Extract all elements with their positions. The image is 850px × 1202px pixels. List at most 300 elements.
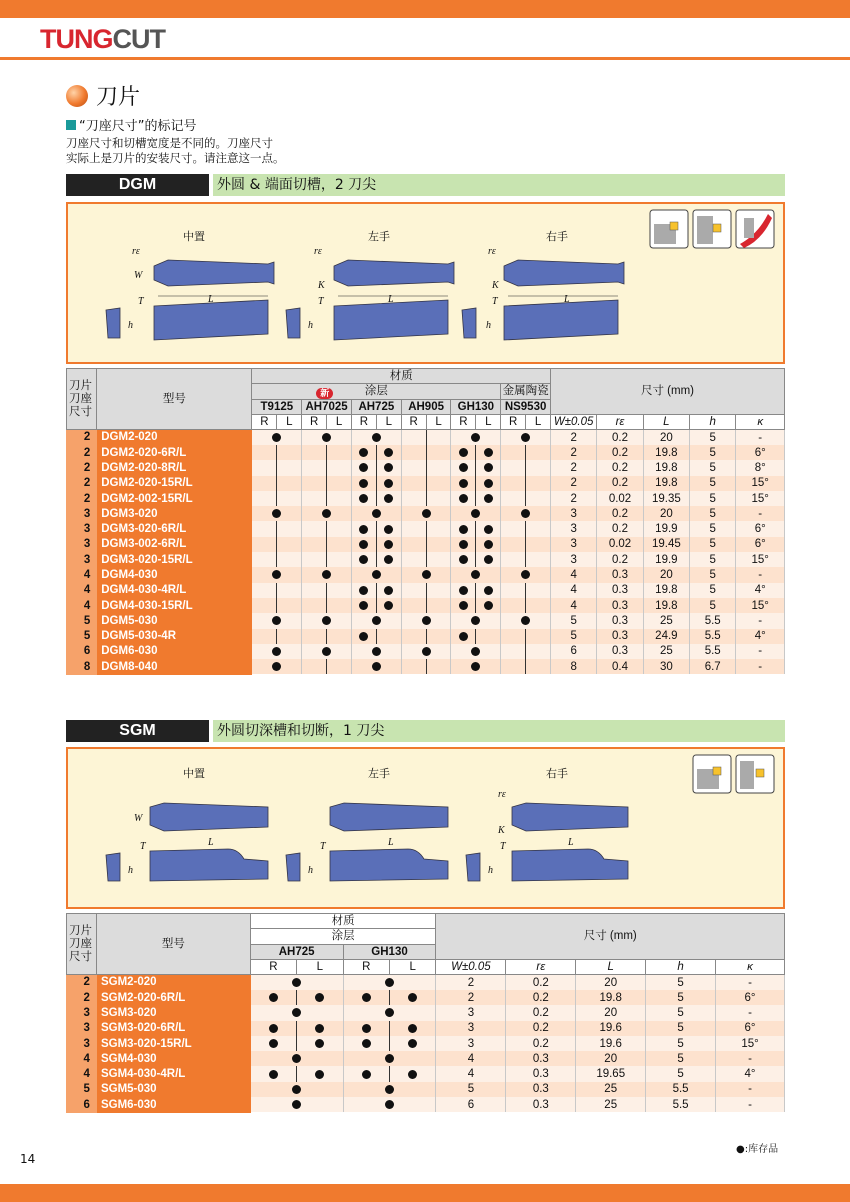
availability-cell — [252, 583, 277, 598]
model-cell: DGM2-020-15R/L — [97, 476, 252, 491]
dim-value-cell: 5.5 — [646, 1082, 716, 1097]
availability-cell — [252, 598, 277, 613]
grade-header: GH130 — [343, 944, 436, 959]
availability-cell — [526, 445, 551, 460]
model-cell: SGM3-020-6R/L — [96, 1021, 250, 1036]
size-cell: 4 — [67, 567, 97, 582]
availability-cell — [426, 598, 451, 613]
availability-cell — [426, 476, 451, 491]
page-title: 刀片 — [66, 80, 140, 111]
availability-cell — [351, 659, 401, 674]
dim-value-cell: 0.2 — [597, 476, 643, 491]
svg-text:h: h — [128, 865, 133, 876]
dim-value-cell: 0.2 — [597, 460, 643, 475]
availability-cell — [451, 491, 476, 506]
stock-dot-icon — [471, 616, 480, 625]
model-cell: SGM2-020 — [96, 975, 250, 990]
availability-cell — [250, 1097, 343, 1112]
dim-value-cell: 5 — [646, 1036, 716, 1051]
dim-value-cell: 8° — [736, 460, 785, 475]
table-row — [67, 567, 785, 582]
l-header: L — [297, 959, 343, 974]
availability-cell — [250, 1005, 343, 1020]
header-rule — [0, 57, 850, 60]
dim-value-cell: 5 — [690, 583, 736, 598]
stock-dot-icon — [315, 1024, 324, 1033]
r-header: R — [343, 959, 389, 974]
availability-cell — [351, 567, 401, 582]
availability-cell — [277, 552, 302, 567]
size-cell: 2 — [67, 430, 97, 445]
stock-dot-icon — [372, 647, 381, 656]
dim-value-cell: 4° — [736, 583, 785, 598]
dim-value-cell: 4 — [436, 1066, 506, 1081]
stock-dot-icon — [459, 555, 468, 564]
stock-dot-icon — [315, 1070, 324, 1079]
availability-cell — [526, 476, 551, 491]
availability-cell — [250, 990, 296, 1005]
dim-value-cell: - — [736, 644, 785, 659]
dim-value-cell: 4 — [436, 1051, 506, 1066]
availability-cell — [250, 1036, 296, 1051]
l-header: L — [426, 414, 451, 429]
stock-dot-icon — [521, 433, 530, 442]
stock-dot-icon — [385, 1100, 394, 1109]
dim-value-cell: 6° — [736, 521, 785, 536]
availability-cell — [297, 1036, 343, 1051]
availability-cell — [327, 476, 352, 491]
stock-dot-icon — [272, 662, 281, 671]
size-cell: 2 — [67, 445, 97, 460]
table-row — [67, 476, 785, 491]
availability-cell — [302, 476, 327, 491]
dim-value-cell: 15° — [736, 552, 785, 567]
table-row — [67, 430, 785, 445]
dim-value-cell: 30 — [643, 659, 689, 674]
stock-dot-icon — [359, 540, 368, 549]
stock-dot-icon — [459, 601, 468, 610]
availability-cell — [343, 1082, 436, 1097]
dim-value-cell: 19.8 — [643, 445, 689, 460]
dim-value-cell: - — [736, 659, 785, 674]
l-header: L — [376, 414, 401, 429]
dim-value-cell: 0.3 — [506, 1097, 576, 1112]
dim-value-cell: 0.3 — [506, 1051, 576, 1066]
availability-cell — [426, 552, 451, 567]
stock-dot-icon — [384, 601, 393, 610]
dim-value-cell: 5 — [690, 537, 736, 552]
stock-dot-icon — [372, 509, 381, 518]
dim-value-cell: - — [716, 1097, 785, 1112]
stock-dot-icon — [384, 540, 393, 549]
availability-cell — [476, 598, 501, 613]
dim-value-cell: 3 — [550, 537, 596, 552]
dim-value-cell: 0.2 — [506, 1021, 576, 1036]
dim-value-cell: 3 — [550, 506, 596, 521]
availability-cell — [327, 598, 352, 613]
dims-header: 尺寸 (mm) — [550, 369, 784, 415]
dim-value-cell: 19.8 — [643, 583, 689, 598]
dim-value-cell: 19.9 — [643, 521, 689, 536]
stock-dot-icon — [459, 448, 468, 457]
availability-cell — [401, 445, 426, 460]
availability-cell — [451, 583, 476, 598]
stock-dot-icon — [385, 1054, 394, 1063]
dim-value-cell: 25 — [643, 644, 689, 659]
model-cell: DGM4-030 — [97, 567, 252, 582]
svg-text:h: h — [308, 320, 313, 331]
availability-cell — [327, 445, 352, 460]
availability-cell — [351, 644, 401, 659]
svg-text:W: W — [134, 813, 143, 824]
dim-value-cell: 5 — [646, 975, 716, 990]
model-cell: DGM2-002-15R/L — [97, 491, 252, 506]
availability-cell — [426, 491, 451, 506]
dim-value-cell: 15° — [736, 476, 785, 491]
availability-cell — [250, 975, 343, 990]
availability-cell — [252, 476, 277, 491]
dim-col-header: L — [576, 959, 646, 974]
availability-cell — [250, 1066, 296, 1081]
availability-cell — [390, 990, 436, 1005]
r-header: R — [501, 414, 526, 429]
dim-value-cell: 5 — [690, 552, 736, 567]
stock-dot-icon — [272, 509, 281, 518]
dim-value-cell: 2 — [550, 476, 596, 491]
availability-cell — [252, 537, 277, 552]
availability-cell — [302, 521, 327, 536]
stock-dot-icon — [272, 616, 281, 625]
availability-cell — [302, 552, 327, 567]
dim-col-header: W±0.05 — [550, 414, 596, 429]
svg-text:rε: rε — [488, 246, 496, 257]
dim-value-cell: 5.5 — [690, 644, 736, 659]
size-cell: 2 — [67, 460, 97, 475]
stock-dot-icon — [521, 616, 530, 625]
dim-value-cell: 2 — [436, 990, 506, 1005]
size-header: 刀片 刀座 尺寸 — [67, 369, 97, 430]
dim-value-cell: 0.2 — [597, 445, 643, 460]
availability-cell — [451, 430, 501, 445]
dim-value-cell: 19.9 — [643, 552, 689, 567]
availability-cell — [252, 460, 277, 475]
page-number: 14 — [20, 1152, 36, 1166]
dim-value-cell: 5 — [550, 629, 596, 644]
dim-value-cell: 15° — [736, 598, 785, 613]
table-row — [67, 583, 785, 598]
dim-value-cell: 2 — [550, 491, 596, 506]
dim-value-cell: 0.3 — [597, 644, 643, 659]
table-row — [67, 1082, 785, 1097]
availability-cell — [376, 476, 401, 491]
availability-cell — [351, 537, 376, 552]
availability-cell — [376, 445, 401, 460]
dim-value-cell: 5 — [690, 598, 736, 613]
svg-text:rε: rε — [132, 246, 140, 257]
dim-value-cell: 5 — [646, 990, 716, 1005]
stock-dot-icon — [484, 448, 493, 457]
availability-cell — [252, 567, 302, 582]
dim-value-cell: 6 — [436, 1097, 506, 1112]
availability-cell — [252, 659, 302, 674]
svg-text:K: K — [492, 280, 499, 291]
coating-header: 涂层 — [252, 384, 501, 399]
stock-dot-icon — [384, 494, 393, 503]
availability-cell — [451, 659, 501, 674]
stock-dot-icon — [484, 601, 493, 610]
availability-cell — [451, 506, 501, 521]
availability-cell — [526, 460, 551, 475]
size-cell: 4 — [67, 583, 97, 598]
availability-cell — [401, 430, 426, 445]
size-cell: 4 — [67, 598, 97, 613]
availability-cell — [426, 629, 451, 644]
stock-dot-icon — [459, 632, 468, 641]
availability-cell — [501, 476, 526, 491]
availability-cell — [501, 552, 526, 567]
dim-value-cell: 5 — [690, 521, 736, 536]
dims-header: 尺寸 (mm) — [436, 914, 785, 960]
availability-cell — [401, 537, 426, 552]
dim-value-cell: 0.3 — [597, 583, 643, 598]
dim-value-cell: 4 — [550, 567, 596, 582]
svg-text:h: h — [486, 320, 491, 331]
dim-value-cell: 0.2 — [506, 1036, 576, 1051]
availability-cell — [451, 629, 476, 644]
stock-dot-icon — [484, 525, 493, 534]
bottom-bar — [0, 1184, 850, 1202]
availability-cell — [501, 629, 526, 644]
svg-text:K: K — [498, 825, 505, 836]
view-label: 左手 — [368, 767, 390, 780]
dim-value-cell: 20 — [643, 506, 689, 521]
view-label: 中置 — [183, 767, 205, 780]
stock-dot-icon — [362, 1039, 371, 1048]
availability-cell — [401, 506, 451, 521]
coating-header: 涂层 — [250, 929, 436, 944]
stock-dot-icon — [521, 509, 530, 518]
availability-cell — [476, 629, 501, 644]
stock-dot-icon — [459, 586, 468, 595]
dim-value-cell: 0.2 — [597, 521, 643, 536]
availability-cell — [252, 629, 277, 644]
view-label: 左手 — [368, 230, 390, 243]
dim-value-cell: 0.3 — [597, 598, 643, 613]
dim-value-cell: 0.02 — [597, 491, 643, 506]
stock-dot-icon — [372, 433, 381, 442]
model-cell: DGM2-020 — [97, 430, 252, 445]
availability-cell — [327, 460, 352, 475]
r-header: R — [451, 414, 476, 429]
availability-cell — [351, 491, 376, 506]
availability-cell — [302, 460, 327, 475]
model-cell: DGM3-020-6R/L — [97, 521, 252, 536]
dim-value-cell: 0.4 — [597, 659, 643, 674]
availability-cell — [451, 521, 476, 536]
stock-dot-icon — [272, 433, 281, 442]
dim-value-cell: 3 — [436, 1005, 506, 1020]
dim-value-cell: 6° — [716, 1021, 785, 1036]
dim-value-cell: 19.65 — [576, 1066, 646, 1081]
dim-value-cell: 2 — [436, 975, 506, 990]
dim-value-cell: 24.9 — [643, 629, 689, 644]
dim-value-cell: 5 — [690, 476, 736, 491]
availability-cell — [390, 1021, 436, 1036]
availability-cell — [297, 1021, 343, 1036]
teal-square-icon — [66, 120, 76, 130]
stock-dot-icon — [359, 463, 368, 472]
table-row — [67, 659, 785, 674]
stock-dot-icon — [408, 1039, 417, 1048]
brand-logo: TUNGCUT — [40, 24, 165, 54]
dim-value-cell: 4 — [550, 583, 596, 598]
table-row — [67, 491, 785, 506]
stock-dot-icon — [384, 525, 393, 534]
stock-dot-icon — [471, 570, 480, 579]
model-cell: SGM3-020 — [96, 1005, 250, 1020]
dim-value-cell: 5 — [646, 1005, 716, 1020]
table-row — [67, 975, 785, 990]
availability-cell — [426, 445, 451, 460]
table-row — [67, 1036, 785, 1051]
stock-dot-icon — [292, 978, 301, 987]
dim-value-cell: 6° — [716, 990, 785, 1005]
view-label: 中置 — [183, 230, 205, 243]
dim-col-header: rε — [597, 414, 643, 429]
availability-cell — [250, 1021, 296, 1036]
stock-dot-icon — [359, 601, 368, 610]
availability-cell — [302, 659, 327, 674]
availability-cell — [343, 1036, 389, 1051]
table-row — [67, 445, 785, 460]
availability-cell — [297, 1066, 343, 1081]
dim-value-cell: - — [716, 1051, 785, 1066]
size-cell: 2 — [67, 990, 97, 1005]
dim-value-cell: 5 — [690, 430, 736, 445]
dim-value-cell: 3 — [436, 1036, 506, 1051]
size-cell: 8 — [67, 659, 97, 674]
stock-dot-icon — [362, 1024, 371, 1033]
dim-value-cell: 5 — [690, 567, 736, 582]
dim-col-header: L — [643, 414, 689, 429]
stock-dot-icon — [272, 570, 281, 579]
table-row — [67, 598, 785, 613]
model-header: 型号 — [96, 914, 250, 975]
svg-text:rε: rε — [314, 246, 322, 257]
availability-cell — [376, 629, 401, 644]
stock-dot-icon — [322, 570, 331, 579]
model-cell: DGM3-020-15R/L — [97, 552, 252, 567]
stock-dot-icon — [471, 662, 480, 671]
dim-value-cell: 5 — [646, 1051, 716, 1066]
dim-value-cell: - — [716, 975, 785, 990]
dim-col-header: κ — [716, 959, 785, 974]
svg-text:L: L — [568, 837, 574, 848]
model-cell: DGM3-020 — [97, 506, 252, 521]
dim-value-cell: 19.6 — [576, 1036, 646, 1051]
dim-value-cell: 6° — [736, 445, 785, 460]
availability-cell — [376, 583, 401, 598]
stock-dot-icon — [372, 570, 381, 579]
size-cell: 2 — [67, 491, 97, 506]
size-cell: 2 — [67, 975, 97, 990]
dim-value-cell: 20 — [576, 1005, 646, 1020]
dim-value-cell: 15° — [736, 491, 785, 506]
availability-cell — [277, 476, 302, 491]
dim-value-cell: 19.45 — [643, 537, 689, 552]
availability-cell — [426, 537, 451, 552]
model-cell: DGM3-002-6R/L — [97, 537, 252, 552]
stock-dot-icon — [359, 494, 368, 503]
availability-cell — [501, 460, 526, 475]
availability-cell — [297, 990, 343, 1005]
availability-cell — [252, 430, 302, 445]
size-cell: 3 — [67, 521, 97, 536]
grade-header: AH725 — [250, 944, 343, 959]
stock-dot-icon — [384, 479, 393, 488]
availability-cell — [451, 476, 476, 491]
dim-value-cell: 2 — [550, 430, 596, 445]
dim-value-cell: 6.7 — [690, 659, 736, 674]
stock-dot-icon — [484, 479, 493, 488]
sgm-section-header: SGM 外圆切深槽和切断，1 刀尖 — [66, 720, 785, 742]
stock-dot-icon — [459, 525, 468, 534]
availability-cell — [526, 598, 551, 613]
availability-cell — [476, 552, 501, 567]
dim-value-cell: 0.3 — [597, 567, 643, 582]
dim-value-cell: 0.2 — [597, 430, 643, 445]
availability-cell — [351, 521, 376, 536]
note: 刀座尺寸和切槽宽度是不同的。刀座尺寸 实际上是刀片的安装尺寸。请注意这一点。 — [66, 136, 285, 165]
availability-cell — [526, 521, 551, 536]
r-header: R — [401, 414, 426, 429]
stock-dot-icon — [484, 540, 493, 549]
availability-cell — [327, 552, 352, 567]
stock-dot-icon — [272, 647, 281, 656]
availability-cell — [501, 598, 526, 613]
table-row — [67, 1097, 785, 1112]
dim-value-cell: 25 — [576, 1082, 646, 1097]
stock-dot-icon — [292, 1008, 301, 1017]
availability-cell — [351, 476, 376, 491]
availability-cell — [376, 460, 401, 475]
stock-dot-icon — [422, 509, 431, 518]
availability-cell — [401, 644, 451, 659]
stock-dot-icon — [269, 993, 278, 1002]
dim-value-cell: 6° — [736, 537, 785, 552]
availability-cell — [277, 583, 302, 598]
model-cell: DGM4-030-4R/L — [97, 583, 252, 598]
availability-cell — [401, 491, 426, 506]
availability-cell — [401, 613, 451, 628]
availability-cell — [302, 491, 327, 506]
cermet-header: 金属陶瓷 — [502, 385, 549, 398]
l-header: L — [390, 959, 436, 974]
grade-header: AH725 — [351, 399, 401, 414]
stock-dot-icon — [422, 647, 431, 656]
availability-cell — [451, 460, 476, 475]
table-row — [67, 1066, 785, 1081]
model-cell: SGM6-030 — [96, 1097, 250, 1112]
availability-cell — [401, 629, 426, 644]
availability-cell — [302, 445, 327, 460]
l-header: L — [327, 414, 352, 429]
availability-cell — [390, 1036, 436, 1051]
stock-dot-icon — [408, 993, 417, 1002]
availability-cell — [426, 521, 451, 536]
model-cell: DGM5-030-4R — [97, 629, 252, 644]
stock-dot-icon — [362, 1070, 371, 1079]
